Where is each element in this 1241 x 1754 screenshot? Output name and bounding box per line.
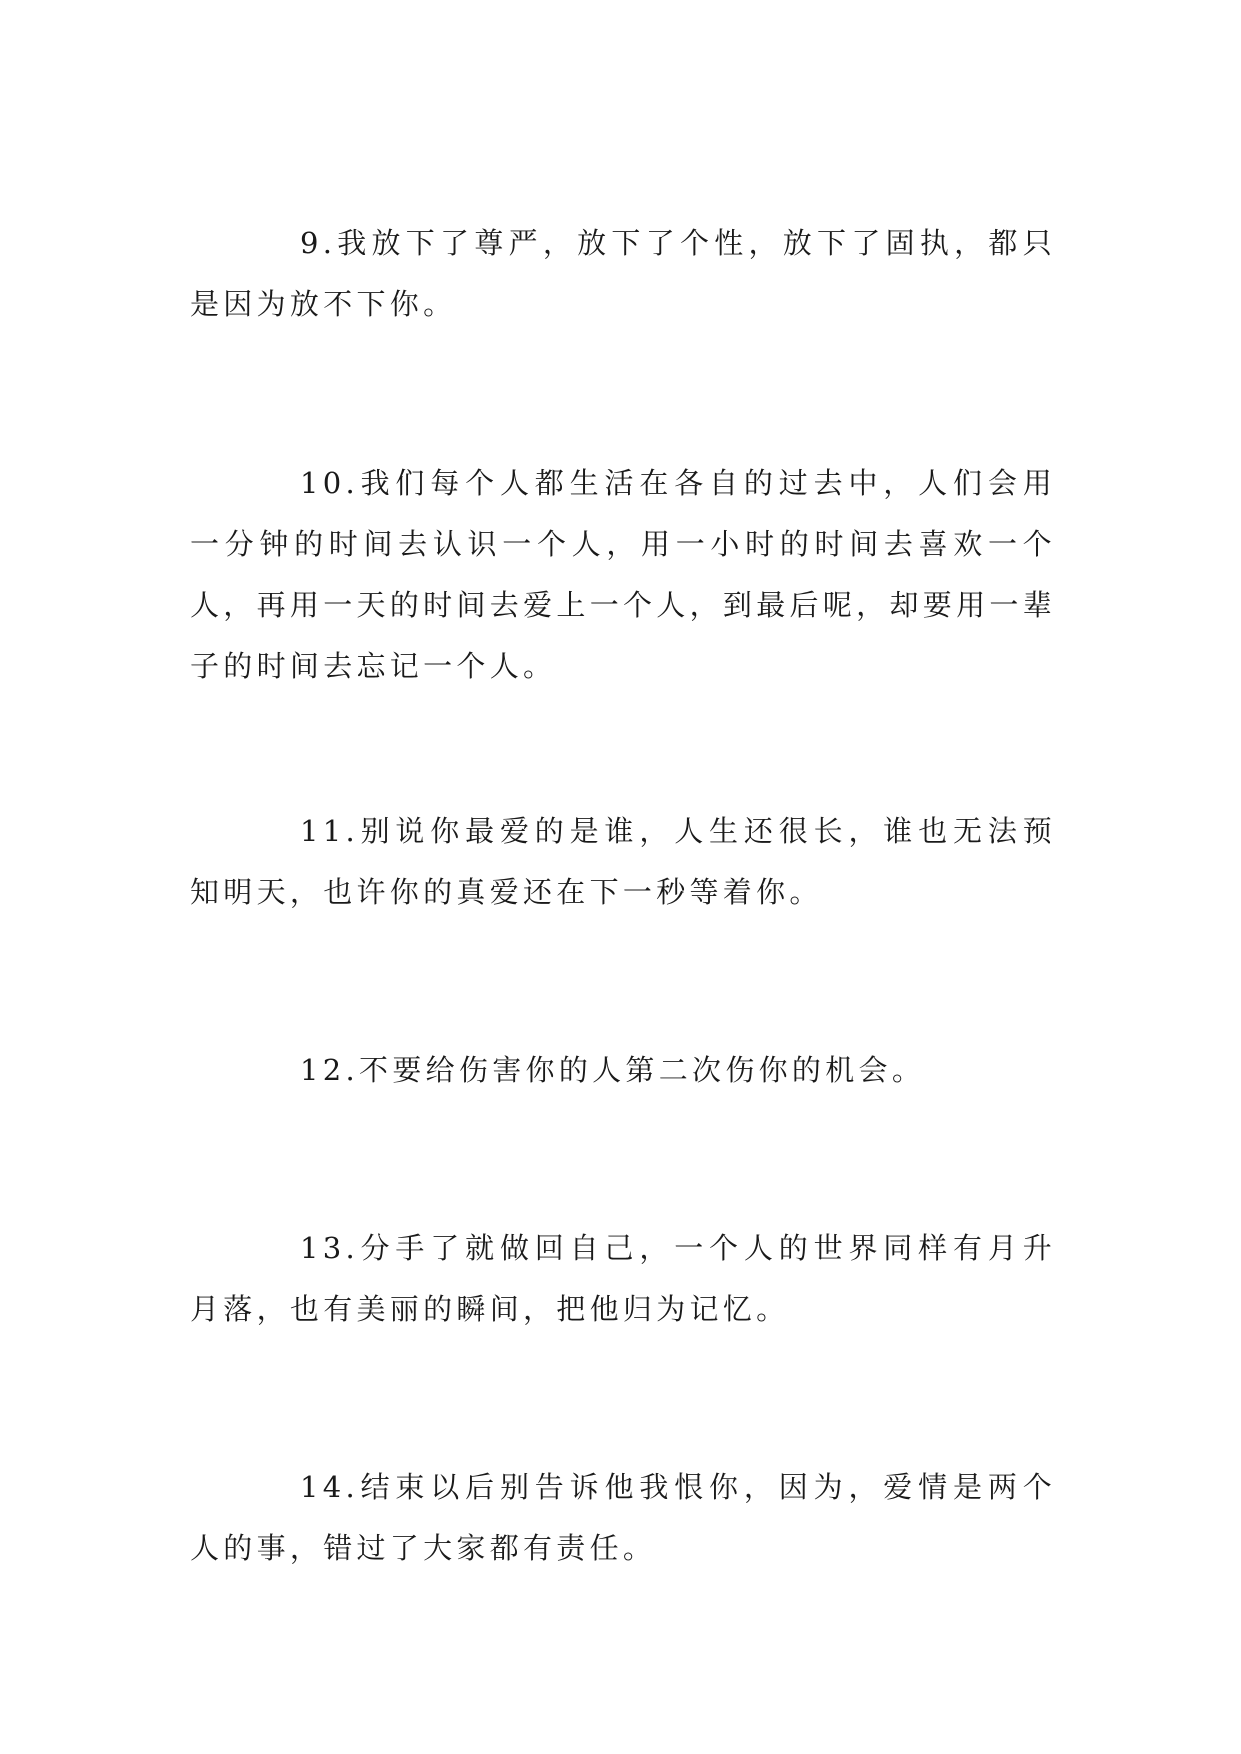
paragraph-9: 9.我放下了尊严，放下了个性，放下了固执，都只是因为放不下你。 xyxy=(190,226,1056,321)
paragraph-11: 11.别说你最爱的是谁，人生还很长，谁也无法预知明天，也许你的真爱还在下一秒等着你。 xyxy=(190,814,1056,909)
paragraph-13: 13.分手了就做回自己，一个人的世界同样有月升月落，也有美丽的瞬间，把他归为记忆。 xyxy=(190,1231,1056,1326)
paragraph-12: 12.不要给伤害你的人第二次伤你的机会。 xyxy=(300,1053,926,1087)
paragraph-10: 10.我们每个人都生活在各自的过去中，人们会用一分钟的时间去认识一个人，用一小时的时间去喜欢一个人，再用一天的时间去爱上一个人，到最后呢，却要用一辈子的时间去忘记一个人。 xyxy=(190,466,1056,683)
paragraph-14: 14.结束以后别告诉他我恨你，因为，爱情是两个人的事，错过了大家都有责任。 xyxy=(190,1470,1056,1565)
